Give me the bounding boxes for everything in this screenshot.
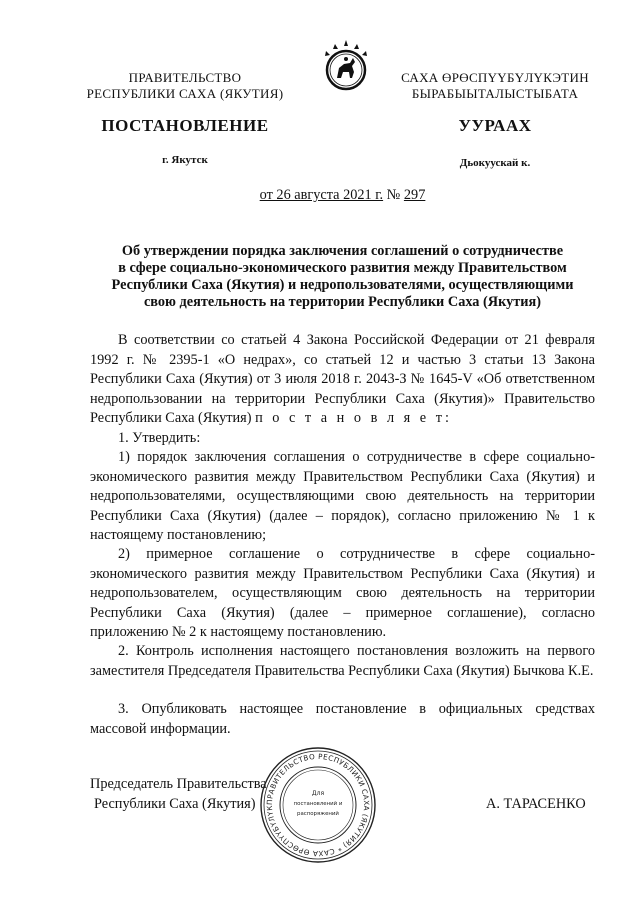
government-header-sah xyxy=(390,70,600,102)
number-sign: № xyxy=(386,187,401,203)
signatory-name: А. ТАРАСЕНКО xyxy=(486,796,586,812)
intro-text: В соответствии со статьей 4 Закона Российской Федерации от 21 февраля 1992 г. № 2395-1 «О недрах», со статьей 12 и частью 3 статьи 13 Закона Республики Саха (Якутия) от 3 июля 2018 г. 2043-З № 1645-V «Об ответственном недропользовании на территории Республики Саха (Якутия)» Правительство Республики Саха (Якутия) xyxy=(90,332,595,426)
document-type-sah: УУРААХ xyxy=(458,116,532,135)
seal-center-line: Для xyxy=(311,790,325,797)
document-number: 297 xyxy=(403,187,426,203)
seal-ring-text: ПРАВИТЕЛЬСТВО РЕСПУБЛИКИ САХА (ЯКУТИЯ) * САХА ӨРӨСПҮҮБҮЛҮК xyxy=(264,751,372,859)
official-seal xyxy=(258,745,378,865)
header-line: РЕСПУБЛИКИ САХА (ЯКУТИЯ) xyxy=(86,86,284,101)
paragraph-2: 2. Контроль исполнения настоящего постановления возложить на первого заместителя Председателя Правительства Республики Саха (Якутия) Бычкова К.Е. xyxy=(90,643,595,679)
government-header-ru xyxy=(80,70,290,102)
seal-center-line: постановлений и xyxy=(293,801,343,807)
seal-center-line: распоряжений xyxy=(297,811,339,817)
position-line: Республики Саха (Якутия) xyxy=(94,796,256,812)
intro-paragraph xyxy=(90,331,595,429)
header-line: ПРАВИТЕЛЬСТВО xyxy=(128,70,242,85)
title-line: Об утверждении порядка заключения соглашений о сотрудничестве xyxy=(121,243,564,259)
city-sah: Дьокуускай к. xyxy=(459,157,531,169)
title-line: Республики Саха (Якутия) и недропользователями, осуществляющими xyxy=(111,277,574,293)
position-line: Председатель Правительства xyxy=(90,776,267,792)
title-line: свою деятельность на территории Республики Саха (Якутия) xyxy=(143,294,542,310)
paragraph-3: 3. Опубликовать настоящее постановление в официальных средствах массовой информации. xyxy=(90,701,595,737)
header-line: САХА ӨРӨСПҮҮБҮЛҮКЭТИН xyxy=(401,70,589,85)
title-line: в сфере социально-экономического развития между Правительством xyxy=(118,260,567,276)
document-date: от 26 августа 2021 г. xyxy=(259,187,384,203)
signatory-position xyxy=(90,774,267,814)
document-title xyxy=(85,243,600,311)
paragraph-1-2: 2) примерное соглашение о сотрудничестве в сфере социально-экономического развития между Правительством Республики Саха (Якутия) и недропользователем, осуществляющим свою деятельность на территории Республики Саха (Якутия) (далее – примерное соглашение), согласно приложению № 2 к настоящему постановлению. xyxy=(90,546,595,640)
city-ru: г. Якутск xyxy=(162,154,208,166)
paragraph-1-1: 1) порядок заключения соглашения о сотрудничестве в сфере социально-экономического развития между Правительством Республики Саха (Якутия) и недропользователями, осуществляющими свою деятельность на территории Республики Саха (Якутия) (далее – порядок), согласно приложению № 1 к настоящему постановлению; xyxy=(90,449,595,543)
paragraph-1: 1. Утвердить: xyxy=(118,430,201,446)
header-line: БЫРАБЫЫТАЛЫСТЫБАТА xyxy=(411,86,579,101)
date-line xyxy=(90,187,595,204)
coat-of-arms-emblem xyxy=(317,38,375,92)
intro-verb: п о с т а н о в л я е т: xyxy=(255,410,452,426)
document-type-ru: ПОСТАНОВЛЕНИЕ xyxy=(101,116,269,135)
